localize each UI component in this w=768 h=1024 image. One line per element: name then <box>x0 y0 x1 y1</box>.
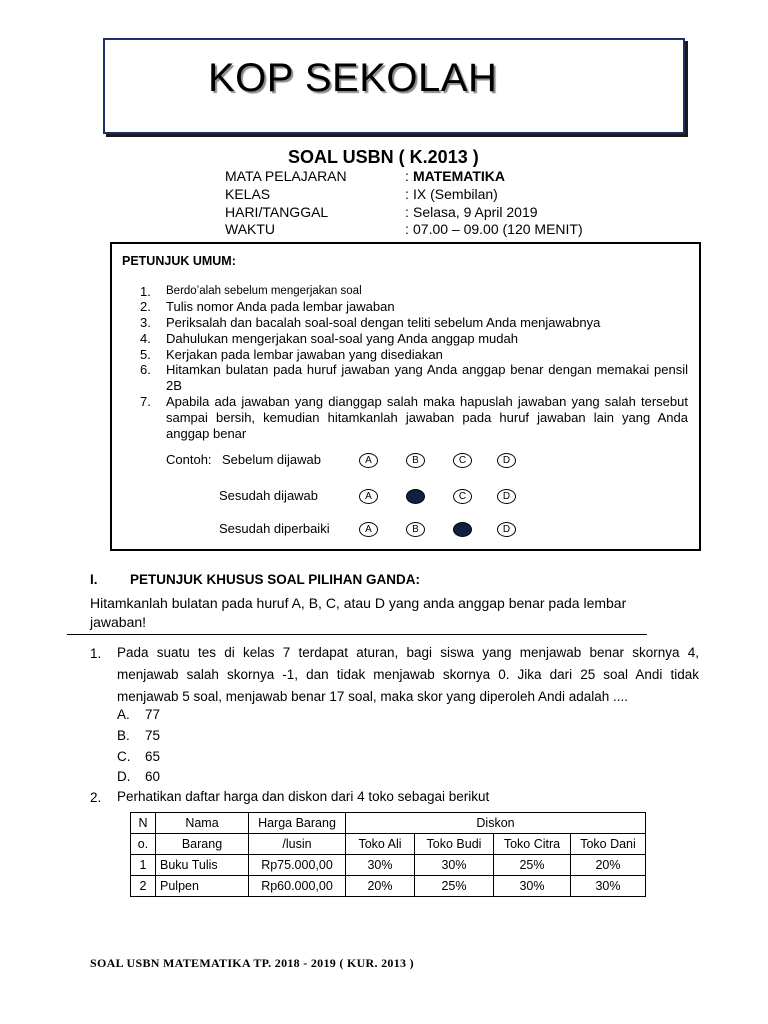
exam-title: SOAL USBN ( K.2013 ) <box>288 147 479 167</box>
option-letter: D. <box>117 769 131 784</box>
page-footer: SOAL USBN MATEMATIKA TP. 2018 - 2019 ( KUR. 2013 ) <box>90 956 414 970</box>
info-value: 07.00 – 09.00 (120 MENIT) <box>413 221 583 237</box>
table-cell: 30% <box>494 876 571 897</box>
general-instructions-title: PETUNJUK UMUM: <box>122 254 236 268</box>
instruction-item <box>140 299 690 315</box>
table-cell: 30% <box>415 855 494 876</box>
table-cell: 20% <box>571 855 646 876</box>
table-cell: Rp60.000,00 <box>249 876 346 897</box>
example-after-label: Sesudah dijawab <box>219 488 319 503</box>
table-cell: 30% <box>571 876 646 897</box>
table-cell: Buku Tulis <box>156 855 249 876</box>
price-table <box>130 812 646 897</box>
table-header-cell: Diskon <box>346 813 646 834</box>
instruction-item <box>140 284 690 300</box>
info-value: MATEMATIKA <box>413 168 506 184</box>
option-value: 75 <box>145 728 161 743</box>
example-before-label: Sebelum dijawab <box>222 452 322 467</box>
instruction-number: 6. <box>140 362 151 377</box>
instruction-number: 7. <box>140 394 151 409</box>
table-cell: 20% <box>346 876 415 897</box>
option-value: 65 <box>145 749 161 764</box>
info-row-subject <box>225 168 625 186</box>
question-number: 2. <box>90 790 102 805</box>
instruction-text: Berdo’alah sebelum mengerjakan soal <box>166 285 362 297</box>
example-label: Contoh: <box>166 452 212 467</box>
info-value: Selasa, 9 April 2019 <box>413 204 538 220</box>
answer-bubble: A <box>359 453 378 468</box>
instruction-item <box>140 347 690 363</box>
table-header-cell: o. <box>131 834 156 855</box>
info-colon: : <box>405 221 409 237</box>
option-value: 60 <box>145 769 161 784</box>
answer-bubble: D <box>497 453 516 468</box>
table-cell: 30% <box>346 855 415 876</box>
instruction-text: Periksalah dan bacalah soal-soal dengan teliti sebelum Anda menjawabnya <box>166 315 601 330</box>
instruction-number: 2. <box>140 299 151 314</box>
answer-bubble: D <box>497 489 516 504</box>
table-header-cell: Nama <box>156 813 249 834</box>
info-label: HARI/TANGGAL <box>225 204 329 220</box>
table-cell: 25% <box>415 876 494 897</box>
table-header-cell: Harga Barang <box>249 813 346 834</box>
table-header-cell: Toko Citra <box>494 834 571 855</box>
table-cell: Pulpen <box>156 876 249 897</box>
info-colon: : <box>405 204 409 220</box>
info-label: WAKTU <box>225 221 276 237</box>
table-header-cell: N <box>131 813 156 834</box>
table-cell: 2 <box>131 876 156 897</box>
answer-bubble-filled <box>406 489 425 504</box>
answer-bubble: C <box>453 453 472 468</box>
table-cell: Rp75.000,00 <box>249 855 346 876</box>
divider <box>67 634 647 635</box>
instruction-text: Hitamkan bulatan pada huruf jawaban yang Anda anggap benar dengan memakai pensil 2B <box>166 362 688 393</box>
instruction-text: Apabila ada jawaban yang dianggap salah maka hapuslah jawaban yang salah tersebut sampai bersih, kemudian hitamkanlah jawaban pada huruf jawaban lain yang Anda anggap benar <box>166 394 688 441</box>
instruction-item <box>140 331 690 347</box>
instruction-item <box>140 362 690 394</box>
instruction-number: 4. <box>140 331 151 346</box>
answer-bubble: C <box>453 489 472 504</box>
info-colon: : <box>405 168 409 184</box>
option-letter: C. <box>117 749 131 764</box>
instruction-number: 5. <box>140 347 151 362</box>
answer-bubble: D <box>497 522 516 537</box>
section-title: PETUNJUK KHUSUS SOAL PILIHAN GANDA: <box>130 572 421 587</box>
option-value: 77 <box>145 707 161 722</box>
answer-bubble: B <box>406 522 425 537</box>
info-row-date <box>225 204 625 222</box>
section-number: I. <box>90 572 98 587</box>
answer-bubble: B <box>406 453 425 468</box>
table-cell: 25% <box>494 855 571 876</box>
instruction-number: 1. <box>140 284 151 299</box>
option-letter: A. <box>117 707 130 722</box>
table-header-cell: Toko Dani <box>571 834 646 855</box>
info-label: KELAS <box>225 186 271 202</box>
answer-bubble: A <box>359 522 378 537</box>
info-value: IX (Sembilan) <box>413 186 498 202</box>
info-label: MATA PELAJARAN <box>225 168 347 184</box>
instruction-text: Dahulukan mengerjakan soal-soal yang Anda anggap mudah <box>166 331 518 346</box>
question-number: 1. <box>90 646 102 661</box>
table-header-cell: /lusin <box>249 834 346 855</box>
question-text: Pada suatu tes di kelas 7 terdapat aturan, bagi siswa yang menjawab benar skornya 4, menjawab salah skornya -1, dan tidak menjawab skornya 0. Jika dari 25 soal Andi tidak menjawab 5 soal, menjawab benar 17 soal, maka skor yang diperoleh Andi adalah .... <box>117 645 699 704</box>
table-header-cell: Toko Budi <box>415 834 494 855</box>
info-colon: : <box>405 186 409 202</box>
instruction-text: Tulis nomor Anda pada lembar jawaban <box>166 299 395 314</box>
table-header-cell: Barang <box>156 834 249 855</box>
table-cell: 1 <box>131 855 156 876</box>
table-row <box>131 876 646 897</box>
table-row <box>131 855 646 876</box>
answer-bubble-filled <box>453 522 472 537</box>
instruction-text: Kerjakan pada lembar jawaban yang disediakan <box>166 347 443 362</box>
question-text: Perhatikan daftar harga dan diskon dari 4 toko sebagai berikut <box>117 789 490 804</box>
instruction-item <box>140 315 690 331</box>
option-letter: B. <box>117 728 130 743</box>
table-header-cell: Toko Ali <box>346 834 415 855</box>
answer-bubble: A <box>359 489 378 504</box>
example-corrected-label: Sesudah diperbaiki <box>219 521 330 536</box>
instruction-number: 3. <box>140 315 151 330</box>
info-row-class <box>225 186 625 204</box>
letterhead-title: KOP SEKOLAH <box>208 56 498 100</box>
info-row-time <box>225 221 625 239</box>
instruction-item <box>140 394 690 442</box>
section-description: Hitamkanlah bulatan pada huruf A, B, C, atau D yang anda anggap benar pada lembar jawaban! <box>90 595 627 630</box>
